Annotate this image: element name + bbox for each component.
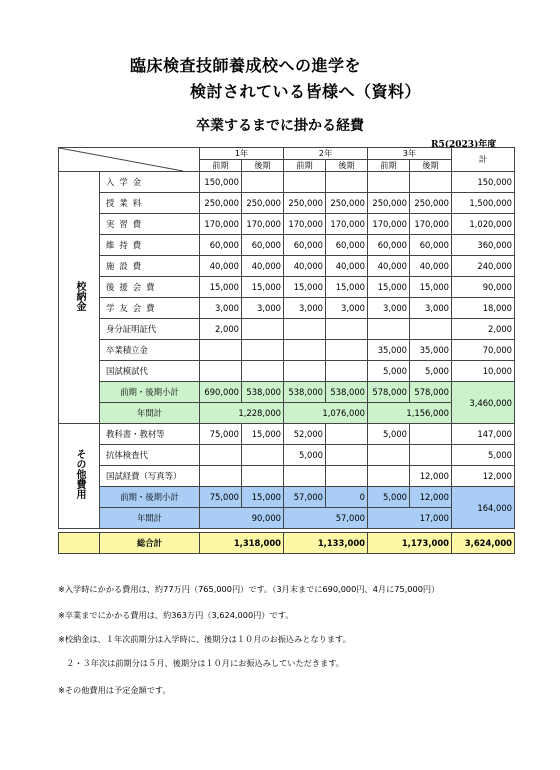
document-subtitle: 卒業するまでに掛かる経費 bbox=[196, 118, 364, 134]
note-line: ※その他費用は予定金額です。 bbox=[58, 685, 171, 695]
diagonal-line bbox=[59, 148, 183, 171]
header-term: 後期 bbox=[410, 160, 452, 172]
fee-value bbox=[284, 319, 326, 340]
fee-row-total: 10,000 bbox=[452, 361, 515, 382]
annual-total-value: 1,076,000 bbox=[284, 403, 368, 424]
fee-value bbox=[368, 319, 410, 340]
fee-row bbox=[59, 424, 515, 445]
fee-value bbox=[242, 361, 284, 382]
overall-grand-total: 3,624,000 bbox=[452, 533, 515, 554]
category-text: 校納金 bbox=[74, 280, 85, 311]
annual-total-label: 年間計 bbox=[100, 508, 200, 529]
fee-value: 12,000 bbox=[410, 466, 452, 487]
fee-value: 170,000 bbox=[284, 214, 326, 235]
note-line: ※卒業までにかかる費用は、約363万円（3,624,000円）です。 bbox=[58, 610, 294, 620]
header-corner-cell bbox=[59, 148, 200, 172]
fee-value: 60,000 bbox=[326, 235, 368, 256]
subtotal-value: 75,000 bbox=[200, 487, 242, 508]
fee-value: 40,000 bbox=[410, 256, 452, 277]
fee-value: 15,000 bbox=[326, 277, 368, 298]
annual-total-value: 1,156,000 bbox=[368, 403, 452, 424]
fee-value: 2,000 bbox=[200, 319, 242, 340]
note-line: ※入学時にかかる費用は、約77万円（765,000円）です。（3月末までに690,000円、4月に75,000円） bbox=[58, 584, 440, 594]
overall-year-total: 1,173,000 bbox=[368, 533, 452, 554]
subtotal-value: 578,000 bbox=[410, 382, 452, 403]
fee-value: 52,000 bbox=[284, 424, 326, 445]
fee-item-label: 国試模試代 bbox=[100, 361, 200, 382]
fee-value bbox=[284, 172, 326, 193]
fee-item-label: 施設費 bbox=[100, 256, 200, 277]
fee-value bbox=[242, 445, 284, 466]
fee-value bbox=[326, 445, 368, 466]
fee-value bbox=[242, 466, 284, 487]
annual-total-value: 90,000 bbox=[200, 508, 284, 529]
fee-row bbox=[59, 235, 515, 256]
fee-row-total: 2,000 bbox=[452, 319, 515, 340]
fee-row-total: 12,000 bbox=[452, 466, 515, 487]
fee-value: 250,000 bbox=[284, 193, 326, 214]
annual-total-value: 57,000 bbox=[284, 508, 368, 529]
section-grand-total: 3,460,000 bbox=[452, 382, 515, 424]
note-line: ※校納金は、１年次前期分は入学時に、後期分は１０月のお振込みとなります。 bbox=[58, 634, 351, 644]
fee-row-total: 5,000 bbox=[452, 445, 515, 466]
fee-value bbox=[326, 466, 368, 487]
fee-table bbox=[58, 147, 515, 554]
fee-value: 40,000 bbox=[284, 256, 326, 277]
header-year2: 2年 bbox=[284, 148, 368, 160]
fee-row bbox=[59, 172, 515, 193]
fee-value bbox=[368, 172, 410, 193]
fee-value bbox=[410, 445, 452, 466]
header-term: 前期 bbox=[200, 160, 242, 172]
fee-value: 15,000 bbox=[200, 277, 242, 298]
fee-value: 3,000 bbox=[326, 298, 368, 319]
annual-total-row bbox=[59, 403, 515, 424]
fee-value: 60,000 bbox=[284, 235, 326, 256]
subtotal-value: 538,000 bbox=[326, 382, 368, 403]
fee-value: 170,000 bbox=[368, 214, 410, 235]
fee-value bbox=[326, 424, 368, 445]
subtotal-value: 538,000 bbox=[284, 382, 326, 403]
fee-value: 35,000 bbox=[410, 340, 452, 361]
fee-value bbox=[242, 319, 284, 340]
subtotal-value: 57,000 bbox=[284, 487, 326, 508]
fiscal-year-label: R5(2023)年度 bbox=[431, 140, 497, 150]
fee-value bbox=[242, 340, 284, 361]
fee-value bbox=[200, 361, 242, 382]
fee-value bbox=[200, 340, 242, 361]
fee-row-total: 90,000 bbox=[452, 277, 515, 298]
fee-value: 150,000 bbox=[200, 172, 242, 193]
title-line-2: 検討されている皆様へ（資料） bbox=[190, 82, 422, 101]
fee-row-total: 360,000 bbox=[452, 235, 515, 256]
subtotal-value: 538,000 bbox=[242, 382, 284, 403]
fee-row bbox=[59, 340, 515, 361]
fee-row-total: 240,000 bbox=[452, 256, 515, 277]
annual-total-value: 1,228,000 bbox=[200, 403, 284, 424]
school-fees-section bbox=[59, 172, 515, 424]
fee-value: 40,000 bbox=[200, 256, 242, 277]
header-term: 後期 bbox=[326, 160, 368, 172]
fee-value bbox=[284, 340, 326, 361]
fee-item-label: 実習費 bbox=[100, 214, 200, 235]
fee-value bbox=[200, 445, 242, 466]
subtotal-row bbox=[59, 487, 515, 508]
fee-item-label: 卒業積立金 bbox=[100, 340, 200, 361]
fee-value: 60,000 bbox=[410, 235, 452, 256]
category-text: その他費用 bbox=[74, 449, 85, 499]
fee-value: 15,000 bbox=[242, 277, 284, 298]
fee-item-label: 後援会費 bbox=[100, 277, 200, 298]
overall-year-total: 1,133,000 bbox=[284, 533, 368, 554]
subtotal-value: 578,000 bbox=[368, 382, 410, 403]
subtotal-label: 前期・後期小計 bbox=[100, 487, 200, 508]
fee-item-label: 維持費 bbox=[100, 235, 200, 256]
fee-value: 170,000 bbox=[200, 214, 242, 235]
fee-value bbox=[368, 466, 410, 487]
fee-value: 60,000 bbox=[242, 235, 284, 256]
fee-row bbox=[59, 193, 515, 214]
header-term: 後期 bbox=[242, 160, 284, 172]
fee-value: 3,000 bbox=[242, 298, 284, 319]
fee-value: 170,000 bbox=[410, 214, 452, 235]
header-term: 前期 bbox=[284, 160, 326, 172]
fee-value bbox=[200, 466, 242, 487]
fee-value bbox=[326, 340, 368, 361]
fee-row bbox=[59, 298, 515, 319]
note-line: ２・３年次は前期分は５月、後期分は１０月にお振込みしていただきます。 bbox=[58, 658, 344, 668]
title-line-1: 臨床検査技師養成校への進学を bbox=[130, 56, 362, 75]
fee-value: 40,000 bbox=[242, 256, 284, 277]
fee-row-total: 70,000 bbox=[452, 340, 515, 361]
fee-row bbox=[59, 466, 515, 487]
fee-row bbox=[59, 319, 515, 340]
fee-row-total: 1,500,000 bbox=[452, 193, 515, 214]
fee-value: 170,000 bbox=[326, 214, 368, 235]
fee-row bbox=[59, 445, 515, 466]
fee-value: 15,000 bbox=[410, 277, 452, 298]
fee-value bbox=[410, 319, 452, 340]
fee-row bbox=[59, 214, 515, 235]
fee-value: 5,000 bbox=[368, 424, 410, 445]
fee-row bbox=[59, 277, 515, 298]
fee-value: 250,000 bbox=[326, 193, 368, 214]
fee-value: 40,000 bbox=[368, 256, 410, 277]
fee-row bbox=[59, 256, 515, 277]
fee-row-total: 18,000 bbox=[452, 298, 515, 319]
fee-value: 3,000 bbox=[410, 298, 452, 319]
category-label bbox=[59, 424, 100, 529]
overall-year-total: 1,318,000 bbox=[200, 533, 284, 554]
header-year3: 3年 bbox=[368, 148, 452, 160]
fee-row-total: 1,020,000 bbox=[452, 214, 515, 235]
other-fees-section bbox=[59, 424, 515, 529]
overall-total-row bbox=[59, 533, 515, 554]
annual-total-row bbox=[59, 508, 515, 529]
subtotal-value: 0 bbox=[326, 487, 368, 508]
fee-row-total: 147,000 bbox=[452, 424, 515, 445]
subtotal-value: 690,000 bbox=[200, 382, 242, 403]
fee-row bbox=[59, 361, 515, 382]
fee-value: 5,000 bbox=[368, 361, 410, 382]
header-year1: 1年 bbox=[200, 148, 284, 160]
subtotal-label: 前期・後期小計 bbox=[100, 382, 200, 403]
subtotal-value: 15,000 bbox=[242, 487, 284, 508]
fee-value bbox=[368, 445, 410, 466]
subtotal-value: 12,000 bbox=[410, 487, 452, 508]
fee-row-total: 150,000 bbox=[452, 172, 515, 193]
header-total: 計 bbox=[452, 148, 515, 172]
fee-value: 35,000 bbox=[368, 340, 410, 361]
fee-value: 5,000 bbox=[284, 445, 326, 466]
fee-value: 250,000 bbox=[368, 193, 410, 214]
fee-value: 40,000 bbox=[326, 256, 368, 277]
header-term: 前期 bbox=[368, 160, 410, 172]
fee-item-label: 入学金 bbox=[100, 172, 200, 193]
fee-item-label: 学友会費 bbox=[100, 298, 200, 319]
fee-item-label: 教科書・教材等 bbox=[100, 424, 200, 445]
header-row-years bbox=[59, 148, 515, 160]
annual-total-label: 年間計 bbox=[100, 403, 200, 424]
fee-value bbox=[326, 172, 368, 193]
fee-value: 60,000 bbox=[200, 235, 242, 256]
fee-value: 75,000 bbox=[200, 424, 242, 445]
fee-value bbox=[410, 172, 452, 193]
fee-value: 3,000 bbox=[200, 298, 242, 319]
overall-total-label: 総合計 bbox=[100, 533, 200, 554]
subtotal-value: 5,000 bbox=[368, 487, 410, 508]
fee-value bbox=[284, 361, 326, 382]
fee-value: 250,000 bbox=[200, 193, 242, 214]
fee-value: 5,000 bbox=[410, 361, 452, 382]
fee-value: 250,000 bbox=[242, 193, 284, 214]
fee-value: 3,000 bbox=[284, 298, 326, 319]
fee-value: 250,000 bbox=[410, 193, 452, 214]
fee-item-label: 国試経費（写真等） bbox=[100, 466, 200, 487]
fee-item-label: 授業料 bbox=[100, 193, 200, 214]
category-label bbox=[59, 172, 100, 424]
fee-value bbox=[410, 424, 452, 445]
subtotal-row bbox=[59, 382, 515, 403]
fee-value bbox=[242, 172, 284, 193]
annual-total-value: 17,000 bbox=[368, 508, 452, 529]
fee-value: 60,000 bbox=[368, 235, 410, 256]
fee-value: 3,000 bbox=[368, 298, 410, 319]
fee-item-label: 抗体検査代 bbox=[100, 445, 200, 466]
fee-value: 15,000 bbox=[284, 277, 326, 298]
fee-item-label: 身分証明証代 bbox=[100, 319, 200, 340]
section-grand-total: 164,000 bbox=[452, 487, 515, 529]
fee-value bbox=[326, 319, 368, 340]
fee-value bbox=[326, 361, 368, 382]
fee-value: 170,000 bbox=[242, 214, 284, 235]
fee-value bbox=[284, 466, 326, 487]
fee-value: 15,000 bbox=[368, 277, 410, 298]
fee-value: 15,000 bbox=[242, 424, 284, 445]
